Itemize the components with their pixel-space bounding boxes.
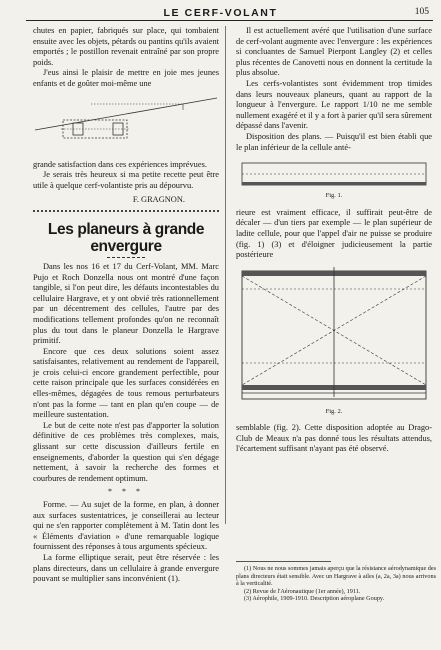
paragraph: Les cerfs-volantistes sont évidemment trop timides dans leurs nouveaux planeurs, quant au rapport de la longueur à l'envergure. Le rapport 1/10 ne me semble nullement exagéré et il y a fort à parier qu'il sera sûrement dépassé dans l'avenir. — [236, 78, 432, 131]
footnote: (1) Nous ne nous sommes jamais aperçu que la résistance aérodynamique des plans directeurs était sensible. Avec un Hargrave à ailes (a, 2a, 3a) nous arrivons à la verticalité. — [236, 565, 436, 588]
paragraph: rieure est vraiment efficace, il suffirait peut-être de décaler — d'un tiers par exemple — le plan supérieur de ladite cellule, pour que l'appel d'air ne puisse se produire (fig. 1) (3) et d'éloigner judicieusement la partie postérieure — [236, 207, 432, 260]
postillon-figure — [33, 96, 219, 156]
paragraph: La forme elliptique serait, peut être réservée : les plans directeurs, dans un cellulaire à grande envergure pouvant se multiplier sans inconvénient (1). — [33, 552, 219, 584]
page-number: 105 — [414, 7, 429, 17]
column-divider — [225, 26, 226, 524]
paragraph: Encore que ces deux solutions soient assez satisfaisantes, relativement au rendement de l'appareil, je crois celui-ci encore grandement perfectible, pour cette raison principale que les surfaces considérées en elles-mêmes, dégagées de tous remous perturbateurs n'ont pas la forme — tant en plan qu'en coupe — de meilleure sustentation. — [33, 346, 219, 420]
footnote-rule — [236, 561, 331, 562]
paragraph: grande satisfaction dans ces expériences imprévues. — [33, 159, 207, 169]
figure-1-caption: Fig. 1. — [325, 192, 343, 200]
signature: F. GRAGNON. — [132, 195, 185, 205]
paragraph: Disposition des plans. — Puisqu'il est bien établi que le plan inférieur de la cellule anté- — [236, 131, 432, 152]
figure-1-diagram — [236, 159, 432, 189]
left-column — [33, 26, 219, 585]
cell-lower-plane — [242, 182, 426, 185]
figure-2-diagram — [236, 265, 432, 405]
section-separator — [33, 210, 219, 217]
kite-line — [35, 98, 217, 130]
paragraph: Forme. — Au sujet de la forme, en plan, à donner aux surfaces sustentatrices, je conseillerai au lecteur qui ne s'en rapporter complètement à M. Tatin dont les « Éléments d'aviation » d'une remarquable logique fournissent des réponses à tous arguments spécieux. — [33, 500, 219, 552]
footnotes — [236, 565, 436, 603]
paragraph: chutes en papier, fabriqués sur place, qui tombaient ensuite avec les objets, pétards ou pantins qu'ils avaient emportés ; le postillon revenait entraîné par son propre poids. — [33, 26, 219, 67]
paragraph: Je serais très heureux si ma petite recette peut être utile à quelque cerf-volantiste pris au dépourvu. — [33, 170, 219, 190]
section-stars: * * * — [108, 487, 144, 497]
paragraph: Dans les nos 16 et 17 du Cerf-Volant, MM. Marc Pujo et Roch Donzella nous ont montré d'une façon tangible, si l'on peut dire, les défauts incontestables du cellulaire Hargrave, et y ont obvié très rationnellement par un décentrement des cellules, l'autre par des modifications tellement profondes qu'on ne reconnaît plus du tout dans le planeur Donzella le Hargrave primitif. — [33, 261, 219, 346]
running-title: LE CERF-VOLANT — [163, 7, 278, 19]
paragraph: Le but de cette note n'est pas d'apporter la solution définitive de ces problèmes très complexes, mais, glissant sur cette discussion d'ailleurs fertile en enseignements, d'aborder la question qui s'en dégage nettement, à savoir la recherche des formes et courbures de rendement optimum. — [33, 420, 219, 483]
footnote: (3) Aérophile, 1909-1910. Description aéroplane Goupy. — [244, 595, 385, 603]
right-column — [236, 26, 432, 455]
paragraph: J'eus ainsi le plaisir de mettre en joie mes jeunes enfants et de goûter moi-même une — [33, 68, 219, 88]
article-title: Les planeurs à grande envergure — [47, 220, 205, 255]
figure-2-caption: Fig. 2. — [325, 407, 343, 415]
footnote: (2) Revue de l'Aéronautique (1er année), 1911. — [244, 587, 361, 595]
paragraph: Il est actuellement avéré que l'utilisation d'une surface de cerf-volant augmente avec l'envergure : les expériences si concluantes de Samuel Pierpont Langley (2) et celles plus récentes de Canovetti nous en donnent la certitude la plus absolue. — [236, 26, 432, 78]
header-rule — [26, 20, 433, 21]
paragraph: semblable (fig. 2). Cette disposition adoptée au Drago-Club de Meaux n'a pas donné tous les résultats attendus, l'écartement suffisant n'ayant pas été observé. — [236, 423, 432, 454]
title-underline — [107, 257, 145, 258]
